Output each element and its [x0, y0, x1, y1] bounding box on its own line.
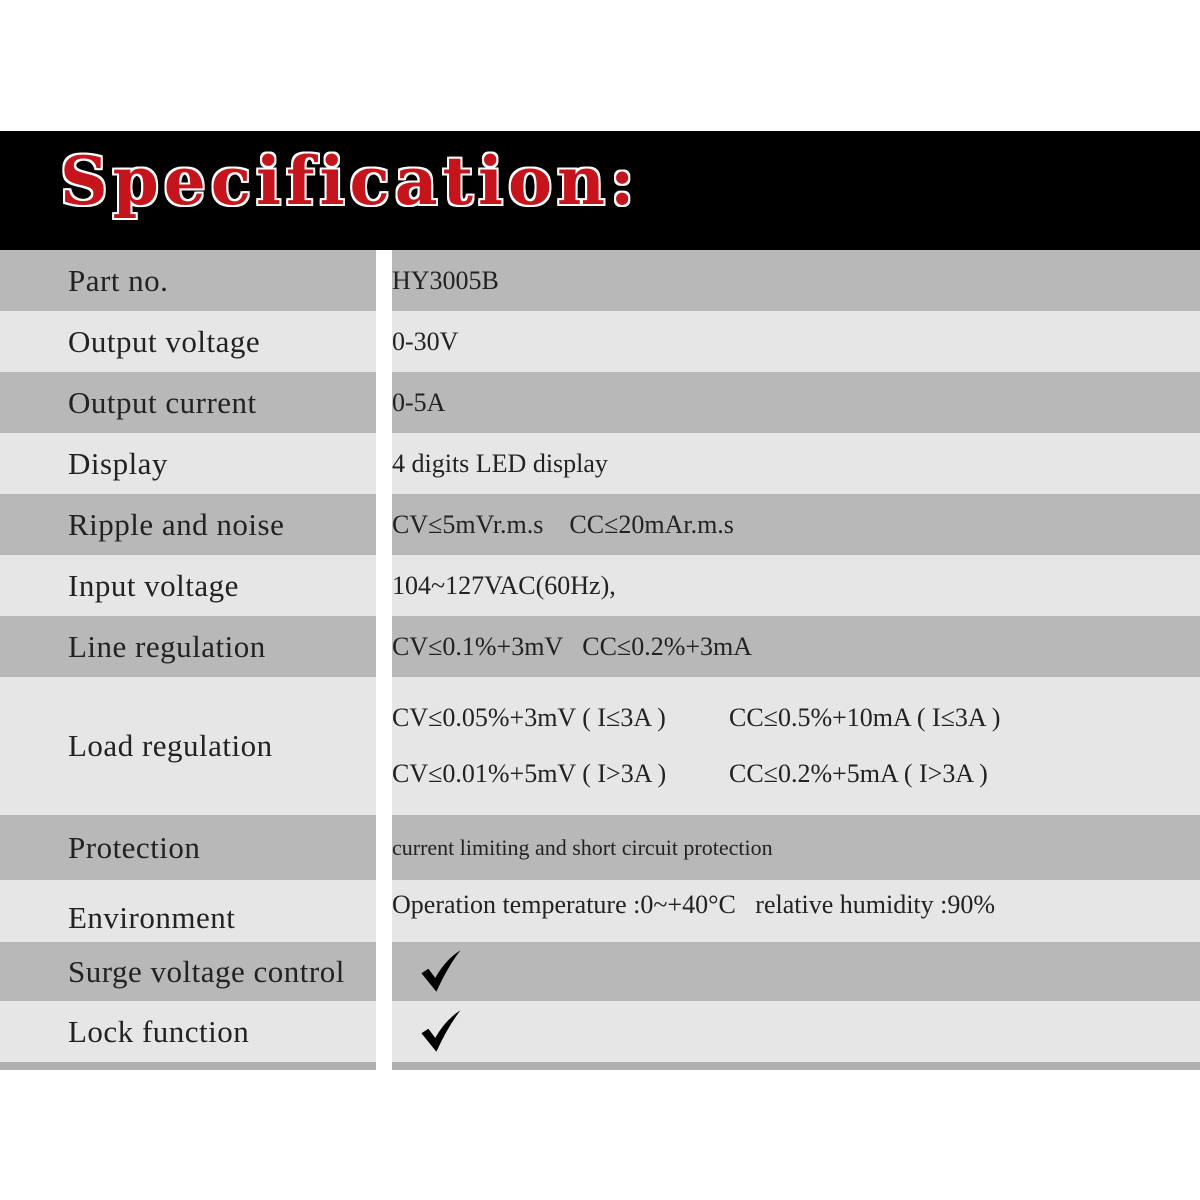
- table-row: [0, 815, 1200, 880]
- row-label: Load regulation: [0, 677, 376, 815]
- row-value: CV≤0.1%+3mV CC≤0.2%+3mA: [392, 616, 1200, 677]
- table-row: [0, 942, 1200, 1001]
- load-regulation-cv-high: CV≤0.01%+5mV ( I>3A ): [392, 759, 667, 788]
- row-value: 4 digits LED display: [392, 433, 1200, 494]
- table-row: [0, 372, 1200, 433]
- table-row: [0, 433, 1200, 494]
- page-title: Specification:: [60, 142, 640, 220]
- row-value: Operation temperature :0~+40°C relative humidity :90%: [392, 880, 1200, 942]
- table-row: [0, 494, 1200, 555]
- load-regulation-cc-high: CC≤0.2%+5mA ( I>3A ): [729, 759, 988, 788]
- row-label: Surge voltage control: [0, 942, 376, 1001]
- row-value: CV≤5mVr.m.s CC≤20mAr.m.s: [392, 494, 1200, 555]
- row-label: Display: [0, 433, 376, 494]
- row-label: Output voltage: [0, 311, 376, 372]
- row-value: 0-5A: [392, 372, 1200, 433]
- row-label: Environment: [0, 880, 376, 942]
- table-row: [0, 311, 1200, 372]
- checkmark-icon: [418, 948, 464, 994]
- table-bottom-border: [0, 1062, 1200, 1070]
- row-value: current limiting and short circuit protection: [392, 815, 1200, 880]
- table-row: [0, 555, 1200, 616]
- spec-table: [0, 250, 1200, 1070]
- row-value: [392, 942, 1200, 1001]
- table-row: [0, 616, 1200, 677]
- table-row: [0, 677, 1200, 815]
- row-label: Part no.: [0, 250, 376, 311]
- row-label: Line regulation: [0, 616, 376, 677]
- row-label: Lock function: [0, 1001, 376, 1062]
- table-row: [0, 250, 1200, 311]
- table-row: [0, 1001, 1200, 1062]
- row-value: 0-30V: [392, 311, 1200, 372]
- row-label: Ripple and noise: [0, 494, 376, 555]
- load-regulation-cc-low: CC≤0.5%+10mA ( I≤3A ): [729, 703, 1001, 732]
- row-label: Protection: [0, 815, 376, 880]
- row-value: [392, 677, 1200, 815]
- row-value: HY3005B: [392, 250, 1200, 311]
- checkmark-icon: [418, 1008, 464, 1054]
- table-row: [0, 880, 1200, 942]
- row-value: [392, 1001, 1200, 1062]
- row-label: Output current: [0, 372, 376, 433]
- load-regulation-cv-low: CV≤0.05%+3mV ( I≤3A ): [392, 703, 666, 732]
- row-value: 104~127VAC(60Hz),: [392, 555, 1200, 616]
- row-label: Input voltage: [0, 555, 376, 616]
